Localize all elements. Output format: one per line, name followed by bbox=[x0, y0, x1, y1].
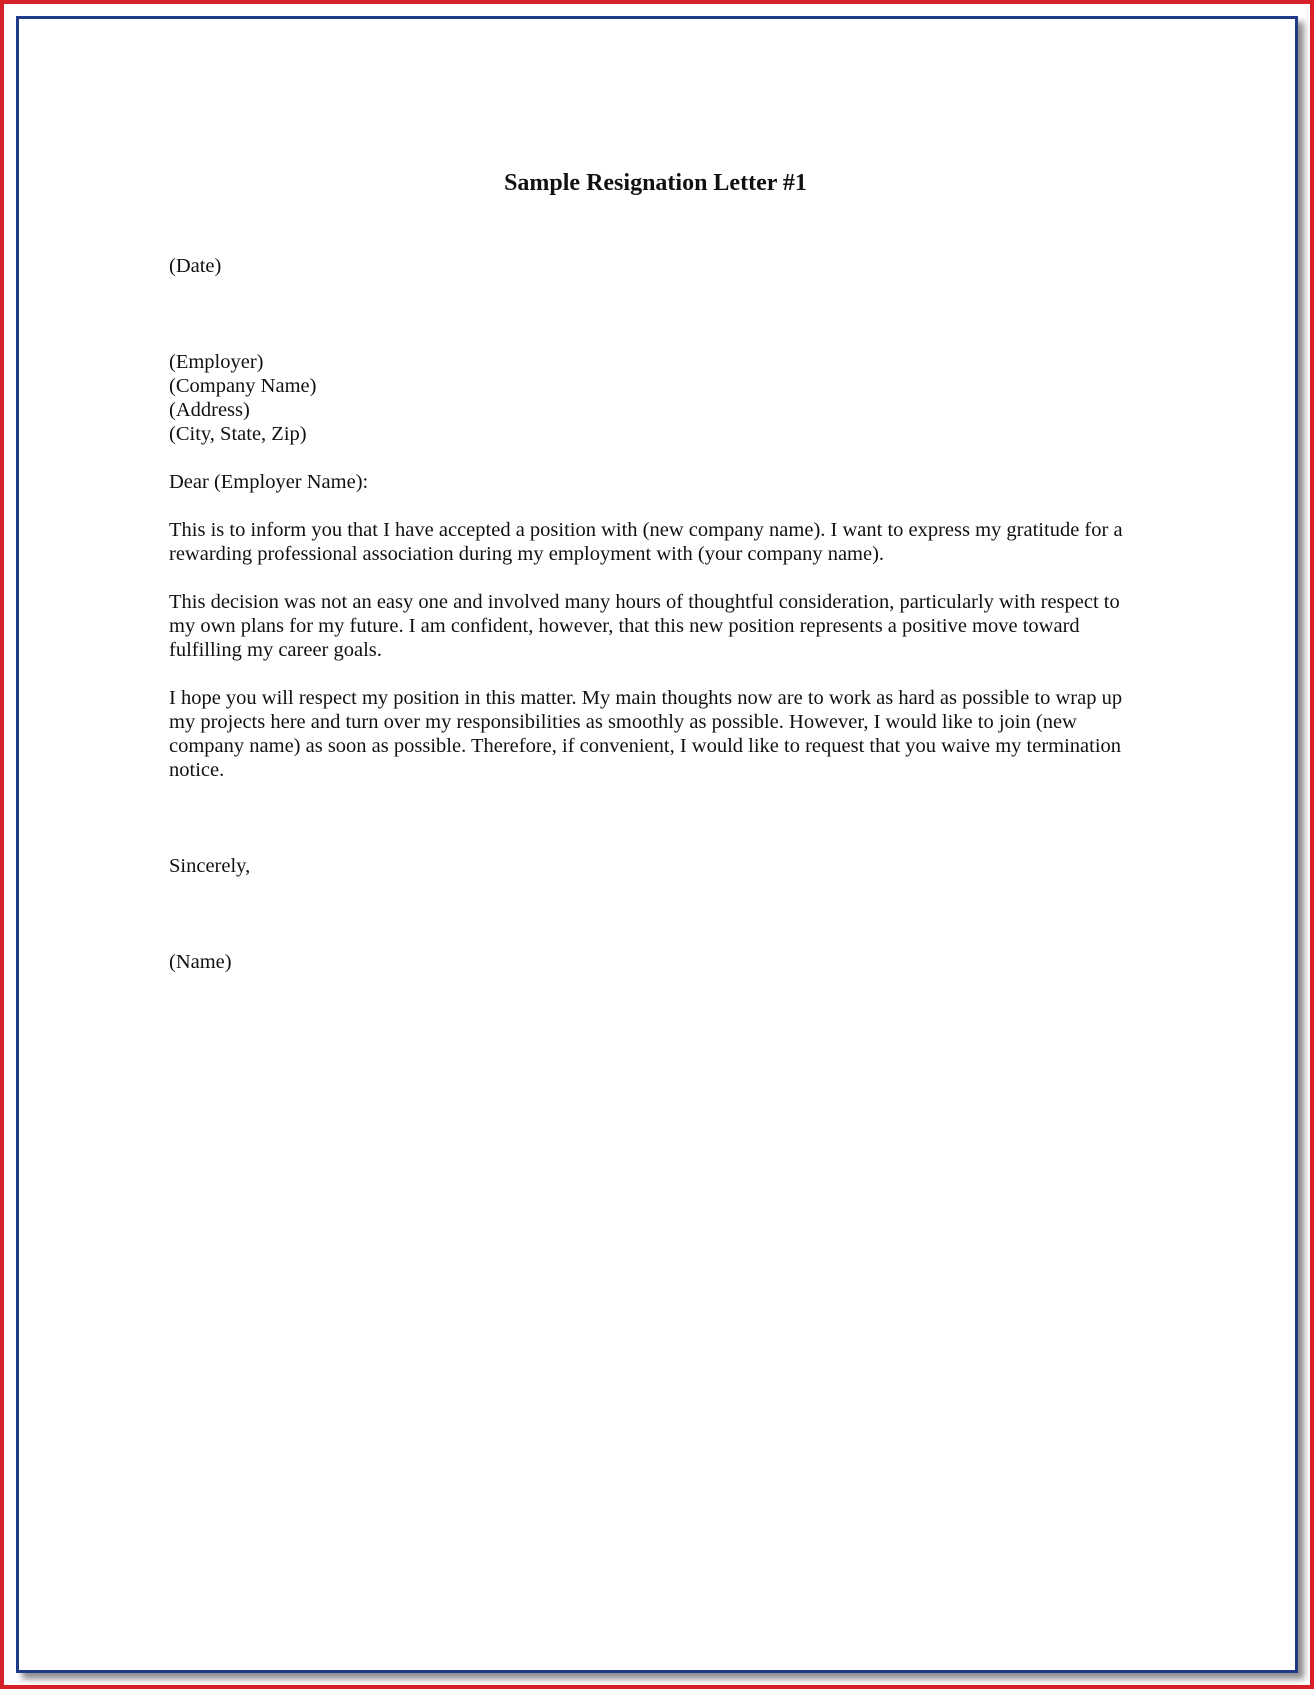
recipient-address: (Address) bbox=[169, 399, 250, 421]
paragraph-3: I hope you will respect my position in this matter. My main thoughts now are to work as hard as possible to wrap up my projects here and turn over my responsibilities as smoothly as possible. However, I would like to join (new company name) as soon as possible. Therefore, if convenient, I would like to request that you waive my termination notice. bbox=[169, 687, 1123, 781]
paragraph-1: This is to inform you that I have accepted a position with (new company name). I want to express my gratitude for a rewarding professional association during my employment with (your company name). bbox=[169, 519, 1123, 565]
recipient-company: (Company Name) bbox=[169, 375, 317, 397]
signature-name: (Name) bbox=[169, 951, 232, 973]
closing: Sincerely, bbox=[169, 855, 251, 877]
date-line: (Date) bbox=[169, 255, 222, 277]
salutation: Dear (Employer Name): bbox=[169, 471, 369, 493]
paragraph-2: This decision was not an easy one and involved many hours of thoughtful consideration, particularly with respect to my own plans for my future. I am confident, however, that this new position represents a positive move toward fulfilling my career goals. bbox=[169, 591, 1120, 661]
recipient-employer: (Employer) bbox=[169, 351, 264, 373]
recipient-city-state-zip: (City, State, Zip) bbox=[169, 423, 307, 445]
page-title: Sample Resignation Letter #1 bbox=[504, 170, 807, 196]
